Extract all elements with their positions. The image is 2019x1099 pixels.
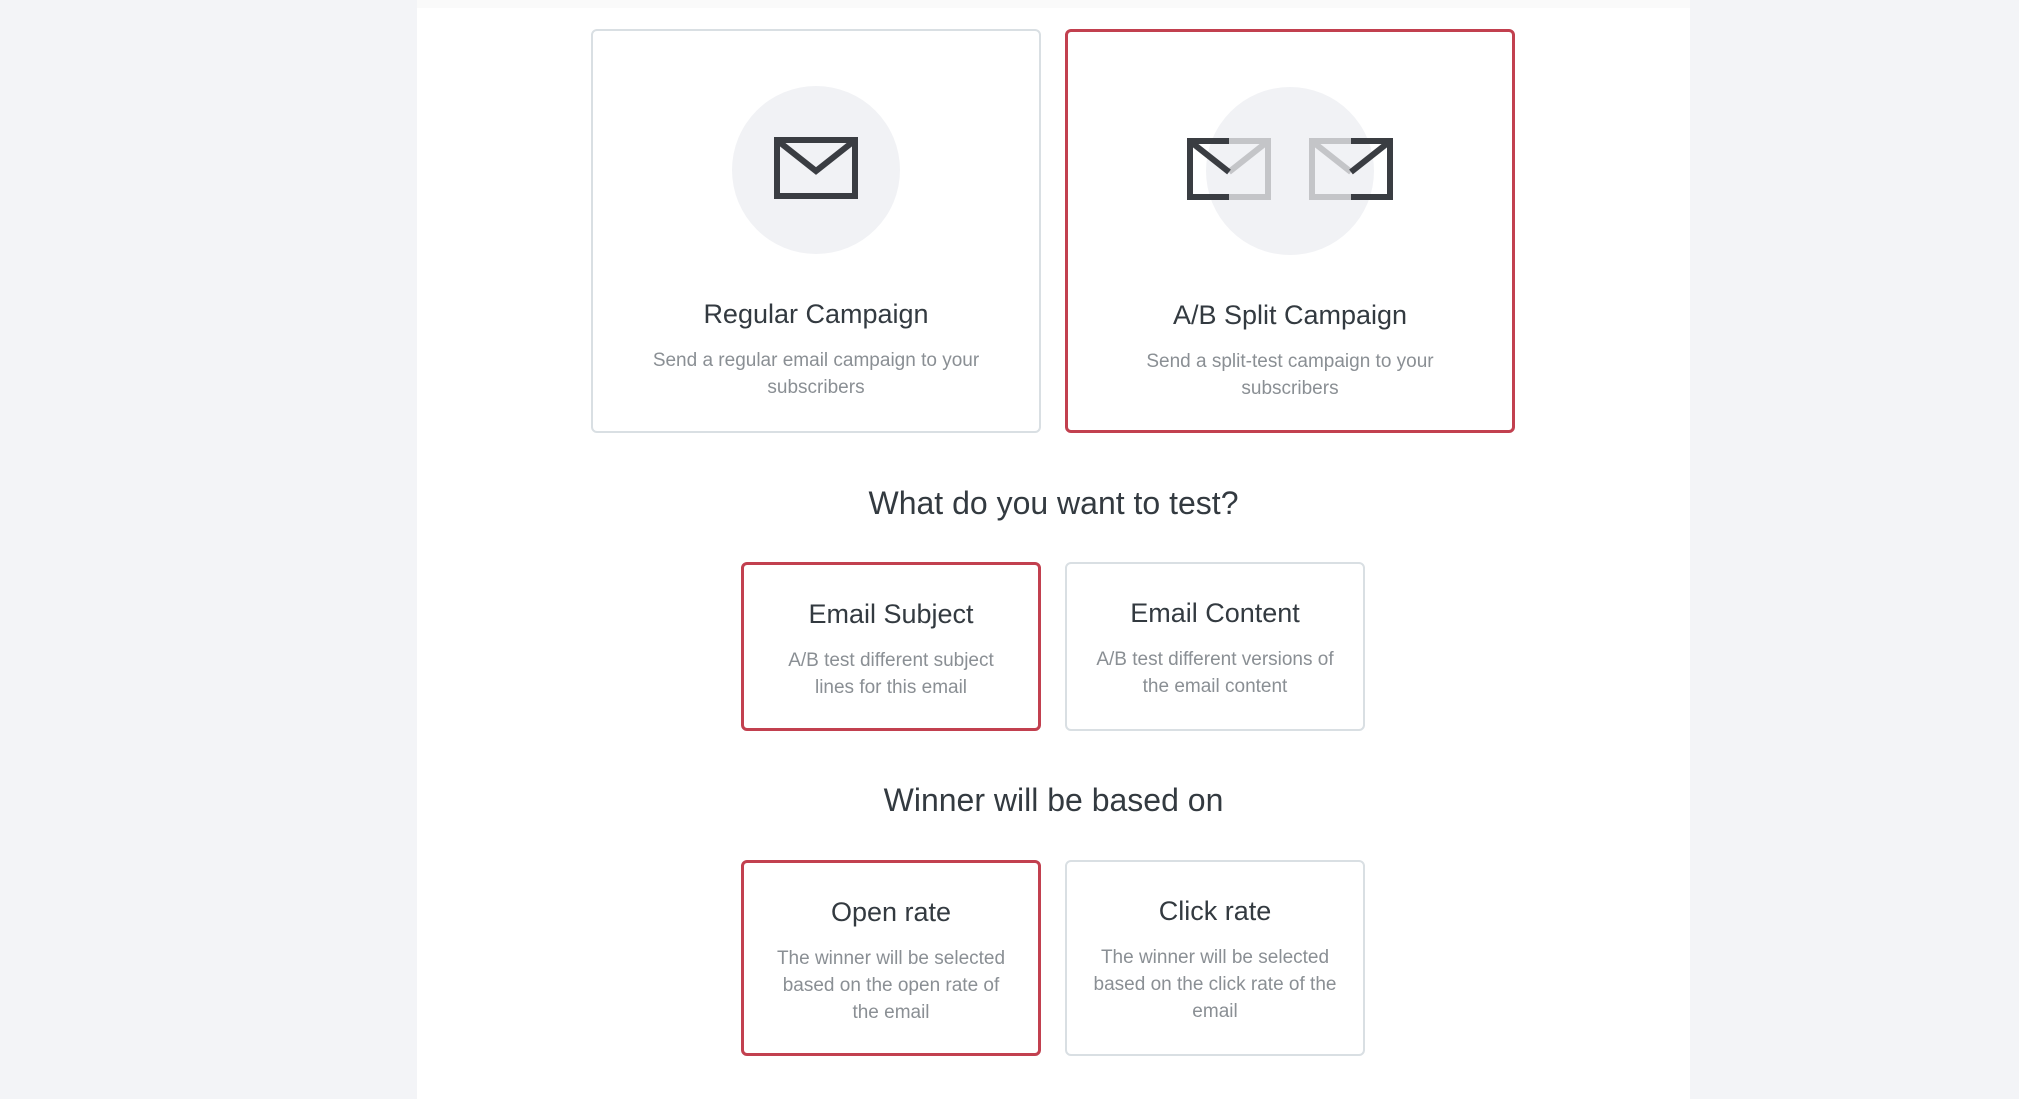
option-title: Email Subject [808,599,974,629]
card-description: Send a regular email campaign to your subscribers [652,350,980,398]
option-description: A/B test different subject lines for this email [788,650,994,698]
open-rate-option[interactable] [741,860,1041,1056]
regular-campaign-card[interactable] [591,29,1041,433]
email-subject-option[interactable] [741,562,1041,731]
card-title: Regular Campaign [703,299,929,329]
option-title: Open rate [830,897,952,927]
option-title: Email Content [1130,598,1300,628]
winner-section-heading: Winner will be based on [883,782,1224,818]
test-section-heading: What do you want to test? [868,485,1239,521]
option-description: The winner will be selected based on the click rate of the email [1093,947,1337,1022]
envelope-b-icon [1309,138,1393,200]
option-description: A/B test different versions of the email content [1096,649,1334,697]
envelope-icon [774,137,858,199]
click-rate-option[interactable] [1065,860,1365,1056]
envelope-a-icon [1187,138,1271,200]
panel-top-strip [417,0,1690,8]
card-description: Send a split-test campaign to your subscribers [1146,351,1434,399]
option-description: The winner will be selected based on the open rate of the email [776,948,1006,1023]
email-content-option[interactable] [1065,562,1365,731]
option-title: Click rate [1158,896,1272,926]
main-panel [417,0,1690,1099]
card-title: A/B Split Campaign [1172,300,1408,330]
ab-split-campaign-card[interactable] [1065,29,1515,433]
